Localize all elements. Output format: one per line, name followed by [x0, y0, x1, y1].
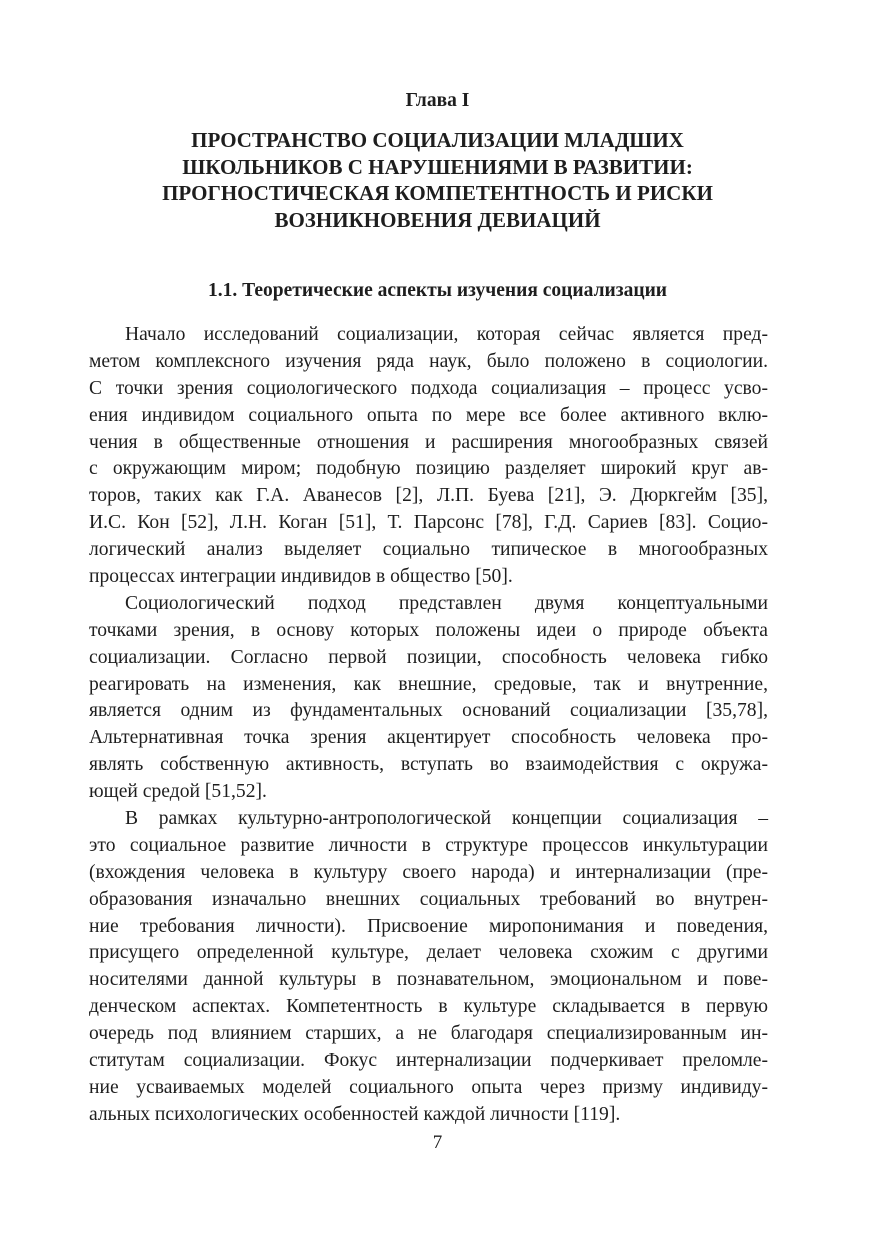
text-line: очередь под влиянием старших, а не благодаря специализированным ин-: [89, 1023, 768, 1045]
text-line: присущего определенной культуре, делает человека схожим с другими: [89, 942, 768, 964]
text-line: Начало исследований социализации, которая сейчас является пред-: [125, 324, 768, 345]
text-line: являть собственную активность, вступать во взаимодействия с окружа-: [89, 754, 768, 776]
section-heading: 1.1. Теоретические аспекты изучения социализации: [207, 280, 668, 301]
chapter-title-line: ШКОЛЬНИКОВ С НАРУШЕНИЯМИ В РАЗВИТИИ:: [182, 154, 693, 179]
paragraph-3: [89, 806, 768, 1129]
text-line: метом комплексного изучения ряда наук, было положено в социологии.: [89, 350, 768, 372]
text-line: альных психологических особенностей каждой личности [119].: [89, 1103, 621, 1125]
text-line: социализации. Согласно первой позиции, способность человека гибко: [89, 646, 768, 668]
text-line: И.С. Кон [52], Л.Н. Коган [51], Т. Парсонс [78], Г.Д. Сариев [83]. Социо-: [89, 512, 768, 534]
text-line: денческом аспектах. Компетентность в культуре складывается в первую: [89, 996, 768, 1018]
chapter-title-line: ПРОСТРАНСТВО СОЦИАЛИЗАЦИИ МЛАДШИХ: [191, 128, 684, 152]
text-line: образования изначально внешних социальных требований во внутрен-: [89, 888, 768, 910]
paragraph-2: [89, 591, 768, 806]
text-line: ститутам социализации. Фокус интернализации подчеркивает преломле-: [89, 1050, 768, 1072]
text-line: является одним из фундаментальных оснований социализации [35,78],: [89, 700, 768, 722]
text-line: Альтернативная точка зрения акцентирует способность человека про-: [89, 727, 768, 749]
body-text: [89, 322, 768, 1129]
text-line: реагировать на изменения, как внешние, средовые, так и внутренние,: [89, 673, 768, 695]
chapter-label: Глава I: [405, 90, 470, 111]
chapter-title-line: ПРОГНОСТИЧЕСКАЯ КОМПЕТЕНТНОСТЬ И РИСКИ: [162, 181, 713, 205]
text-line: процессах интеграции индивидов в общество [50].: [89, 566, 513, 588]
text-line: ения индивидом социального опыта по мере все более активного вклю-: [89, 404, 768, 426]
text-line: В рамках культурно-антропологической концепции социализация –: [125, 808, 768, 830]
text-line: чения в общественные отношения и расширения многообразных связей: [89, 431, 768, 453]
paragraph-1: [89, 322, 768, 591]
text-line: носителями данной культуры в познавательном, эмоциональном и пове-: [89, 969, 768, 991]
text-line: с окружающим миром; подобную позицию разделяет широкий круг ав-: [89, 458, 768, 480]
text-line: С точки зрения социологического подхода социализация – процесс усво-: [89, 377, 768, 399]
text-line: ние усваиваемых моделей социального опыта через призму индивиду-: [89, 1076, 768, 1098]
text-line: Социологический подход представлен двумя концептуальными: [125, 592, 768, 614]
text-line: торов, таких как Г.А. Аванесов [2], Л.П. Буева [21], Э. Дюркгейм [35],: [89, 485, 768, 507]
text-line: логический анализ выделяет социально типическое в многообразных: [89, 539, 768, 561]
text-line: ние требования личности). Присвоение миропонимания и поведения,: [89, 915, 768, 937]
text-line: точками зрения, в основу которых положены идеи о природе объекта: [89, 619, 768, 641]
chapter-title-line: ВОЗНИКНОВЕНИЯ ДЕВИАЦИЙ: [274, 207, 601, 232]
text-line: ющей средой [51,52].: [89, 781, 267, 803]
page-number: 7: [432, 1132, 443, 1153]
chapter-title: [100, 127, 775, 233]
text-line: (вхождения человека в культуру своего народа) и интернализации (пре-: [89, 861, 768, 883]
text-line: это социальное развитие личности в структуре процессов инкультурации: [89, 834, 768, 856]
